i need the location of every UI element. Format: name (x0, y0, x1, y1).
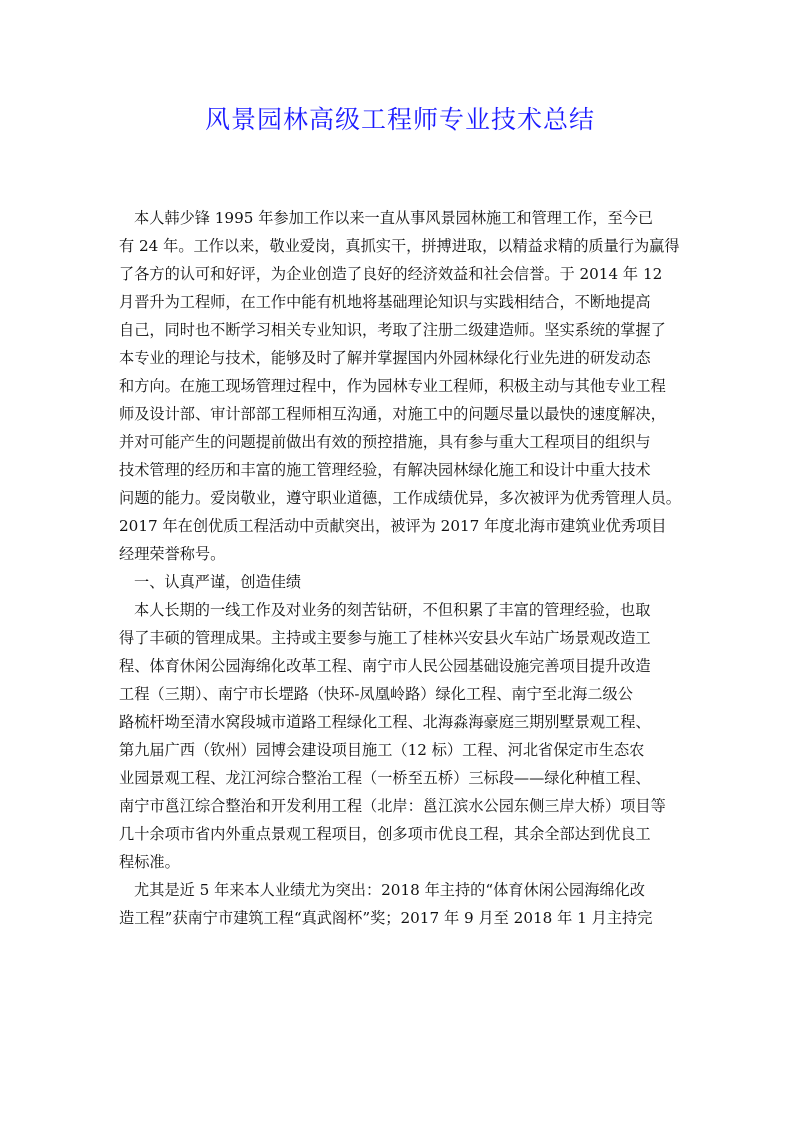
text-line: 南宁市邕江综合整治和开发利用工程（北岸：邕江滨水公园东侧三岸大桥）项目等 (119, 797, 666, 815)
text-line: 一、认真严谨，创造佳绩 (134, 573, 302, 591)
text-line: 师及设计部、审计部部工程师相互沟通，对施工中的问题尽量以最快的速度解决， (119, 405, 666, 423)
text-line: 程、体育休闲公园海绵化改革工程、南宁市人民公园基础设施完善项目提升改造 (119, 657, 651, 675)
text-line: 自己，同时也不断学习相关专业知识，考取了注册二级建造师。坚实系统的掌握了 (119, 321, 666, 339)
text-line: 工程（三期）、南宁市长堽路（快环-凤凰岭路）绿化工程、南宁至北海二级公 (119, 685, 633, 703)
text-line: 尤其是近 5 年来本人业绩尤为突出：2018 年主持的“体育休闲公园海绵化改 (134, 881, 645, 899)
text-line: 了各方的认可和好评，为企业创造了良好的经济效益和社会信誉。于 2014 年 12 (119, 265, 663, 283)
text-line: 问题的能力。爱岗敬业，遵守职业道德，工作成绩优异，多次被评为优秀管理人员。 (119, 489, 681, 507)
text-line: 几十余项市省内外重点景观工程项目，创多项市优良工程，其余全部达到优良工 (119, 825, 651, 843)
text-line: 本专业的理论与技术，能够及时了解并掌握国内外园林绿化行业先进的研发动态 (119, 349, 651, 367)
text-line: 和方向。在施工现场管理过程中，作为园林专业工程师，积极主动与其他专业工程 (119, 377, 666, 395)
text-line: 第九届广西（钦州）园博会建设项目施工（12 标）工程、河北省保定市生态农 (119, 741, 645, 759)
text-line: 经理荣誉称号。 (119, 545, 226, 563)
text-line: 程标准。 (119, 853, 180, 871)
text-line: 路梳杆坳至清水窝段城市道路工程绿化工程、北海淼海豪庭三期别墅景观工程、 (119, 713, 651, 731)
text-line: 造工程”获南宁市建筑工程“真武阁杯”奖；2017 年 9 月至 2018 年 1 月主持完 (119, 909, 653, 927)
text-line: 技术管理的经历和丰富的施工管理经验，有解决园林绿化施工和设计中重大技术 (119, 461, 651, 479)
text-line: 本人长期的一线工作及对业务的刻苦钻研，不但积累了丰富的管理经验，也取 (134, 601, 651, 619)
text-line: 业园景观工程、龙江河综合整治工程（一桥至五桥）三标段——绿化种植工程、 (119, 769, 651, 787)
document-body (119, 204, 684, 932)
text-line: 2017 年在创优质工程活动中贡献突出，被评为 2017 年度北海市建筑业优秀项目 (119, 517, 667, 535)
document-title: 风景园林高级工程师专业技术总结 (204, 105, 595, 134)
text-line: 并对可能产生的问题提前做出有效的预控措施，具有参与重大工程项目的组织与 (119, 433, 651, 451)
text-line: 有 24 年。工作以来，敬业爱岗，真抓实干，拼搏进取，以精益求精的质量行为赢得 (119, 237, 680, 255)
text-line: 得了丰硕的管理成果。主持或主要参与施工了桂林兴安县火车站广场景观改造工 (119, 629, 651, 647)
text-line: 本人韩少锋 1995 年参加工作以来一直从事风景园林施工和管理工作，至今已 (134, 209, 654, 227)
text-line: 月晋升为工程师，在工作中能有机地将基础理论知识与实践相结合，不断地提高 (119, 293, 651, 311)
